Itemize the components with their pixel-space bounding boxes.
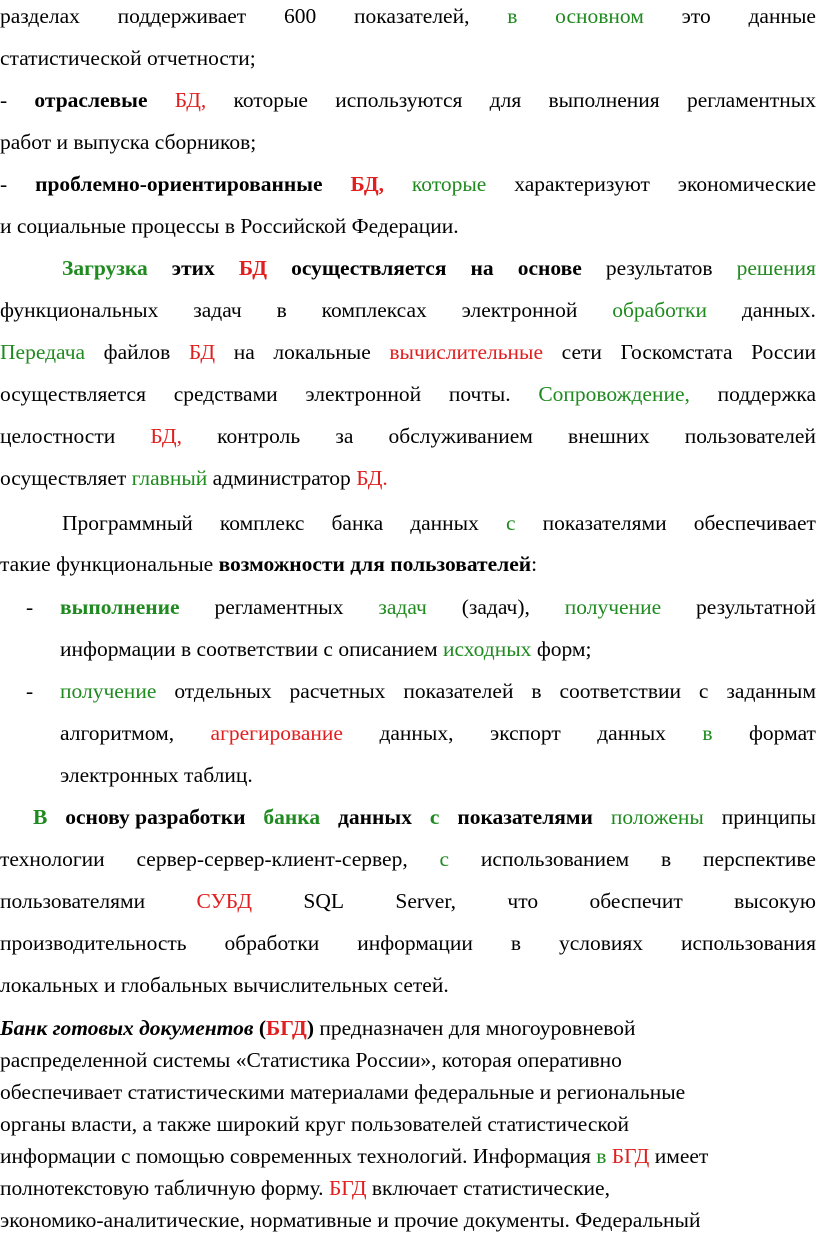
- text-line: [60, 723, 816, 745]
- word: которые: [233, 88, 308, 112]
- word: БД: [188, 340, 216, 364]
- word: данных: [597, 721, 666, 745]
- word: Server,: [395, 889, 457, 913]
- word: Загрузка: [62, 256, 148, 280]
- word: которые: [411, 172, 487, 196]
- text-line: распределенной системы «Статистика России», которая оперативно: [0, 1048, 622, 1072]
- text-line: [0, 6, 816, 28]
- list-bullet: -: [26, 679, 34, 703]
- word: экономические: [677, 172, 816, 196]
- text-line: [62, 513, 816, 535]
- word: с: [429, 805, 440, 829]
- word: контроль: [217, 424, 301, 448]
- word: функциональных: [0, 298, 159, 322]
- word: алгоритмом,: [60, 721, 175, 745]
- word: Сопровождение,: [538, 382, 690, 406]
- word: Госкомстата: [620, 340, 733, 364]
- text-line: такие функциональные возможности для пользователей:: [0, 552, 538, 576]
- word: в: [507, 4, 518, 28]
- text-line: [0, 891, 816, 913]
- text-line: локальных и глобальных вычислительных сетей.: [0, 973, 449, 997]
- word: внешних: [568, 424, 650, 448]
- word: выполнение: [60, 595, 180, 619]
- word: средствами: [173, 382, 278, 406]
- text-line: [0, 384, 816, 406]
- text-line: [0, 300, 816, 322]
- word: с: [439, 847, 450, 871]
- word: технологии: [0, 847, 105, 871]
- word: условиях: [558, 931, 644, 955]
- text-line: органы власти, а также широкий круг пользователей статистической: [0, 1112, 629, 1136]
- word: комплексах: [321, 298, 427, 322]
- dash: -: [0, 88, 8, 112]
- word: получение: [564, 595, 662, 619]
- word: пользователей: [684, 424, 816, 448]
- word: с: [505, 511, 516, 535]
- word: задач: [378, 595, 427, 619]
- word: основу разработки: [65, 805, 246, 829]
- word: основном: [555, 4, 644, 28]
- word: использованием: [480, 847, 630, 871]
- text-line: экономико-аналитические, нормативные и прочие документы. Федеральный: [0, 1208, 701, 1232]
- text-line: [33, 807, 816, 829]
- word: сети: [561, 340, 602, 364]
- text-line: работ и выпуска сборников;: [0, 130, 257, 154]
- text-line: [0, 468, 816, 490]
- word: банка: [263, 805, 321, 829]
- word: обработки: [224, 931, 320, 955]
- text-line: [60, 597, 816, 619]
- word: решения: [736, 256, 816, 280]
- word: поддерживает: [117, 4, 247, 28]
- text-line: статистической отчетности;: [0, 46, 256, 70]
- word: администратор: [212, 466, 351, 490]
- word: БД,: [150, 424, 182, 448]
- word: задач: [193, 298, 242, 322]
- word: обработки: [612, 298, 707, 322]
- word: главный: [131, 466, 208, 490]
- word: расчетных: [289, 679, 386, 703]
- word: целостности: [0, 424, 116, 448]
- word: файлов: [103, 340, 171, 364]
- word: БД,: [174, 88, 207, 112]
- text-line: [60, 681, 816, 703]
- word: в: [510, 931, 521, 955]
- word: регламентных: [686, 88, 816, 112]
- word: БД: [238, 256, 268, 280]
- word: вычислительные: [389, 340, 544, 364]
- word: результатов: [605, 256, 713, 280]
- word: данные: [748, 4, 816, 28]
- word: результатной: [696, 595, 816, 619]
- word: почты.: [448, 382, 511, 406]
- word: перспективе: [702, 847, 816, 871]
- word: России: [751, 340, 816, 364]
- text-line: [0, 342, 816, 364]
- word: получение: [60, 679, 157, 703]
- word: соответствии: [559, 679, 681, 703]
- text-line: [0, 849, 816, 871]
- word: в: [702, 721, 713, 745]
- word: показателями: [457, 805, 593, 829]
- word: заданным: [726, 679, 816, 703]
- word: БД,: [350, 172, 385, 196]
- word: 600: [283, 4, 317, 28]
- word: банка: [331, 511, 384, 535]
- word: БД.: [356, 466, 388, 490]
- word: на: [233, 340, 255, 364]
- word: регламентных: [214, 595, 344, 619]
- word: осуществляется: [0, 382, 146, 406]
- word: разделах: [0, 4, 80, 28]
- word: выполнения: [548, 88, 660, 112]
- word: это: [681, 4, 711, 28]
- word: данных,: [379, 721, 454, 745]
- word: (задач),: [461, 595, 530, 619]
- word: положены: [610, 805, 704, 829]
- word: SQL: [303, 889, 345, 913]
- word: принципы: [721, 805, 816, 829]
- word: данных.: [741, 298, 816, 322]
- word: Программный: [62, 511, 193, 535]
- word: экспорт: [489, 721, 561, 745]
- word: высокую: [734, 889, 816, 913]
- word: осуществляется: [291, 256, 447, 280]
- word: поддержка: [717, 382, 816, 406]
- word: электронной: [305, 382, 422, 406]
- word: В: [33, 805, 48, 829]
- text-line: полнотекстовую табличную форму. БГД включает статистические,: [0, 1176, 610, 1200]
- word: пользователями: [0, 889, 146, 913]
- word: использования: [680, 931, 816, 955]
- text-line: Банк готовых документов (БГД) предназначен для многоуровневой: [0, 1016, 636, 1040]
- word: на: [470, 256, 494, 280]
- word: показателями: [542, 511, 667, 535]
- word: осуществляет: [0, 466, 127, 490]
- text-line: [0, 933, 816, 955]
- word: показателей: [403, 679, 514, 703]
- text-line: обеспечивает статистическими материалами федеральные и региональные: [0, 1080, 686, 1104]
- word: используются: [335, 88, 463, 112]
- word: в: [660, 847, 672, 871]
- word: формат: [749, 721, 816, 745]
- word: обеспечивает: [693, 511, 816, 535]
- text-line: [0, 426, 816, 448]
- word: с: [698, 679, 709, 703]
- word: обеспечит: [589, 889, 683, 913]
- text-line: информации с помощью современных технологий. Информация в БГД имеет: [0, 1144, 709, 1168]
- text-line: и социальные процессы в Российской Федерации.: [0, 214, 459, 238]
- word: данных: [410, 511, 479, 535]
- dash: -: [0, 172, 8, 196]
- word: в: [276, 298, 287, 322]
- word: обслуживанием: [388, 424, 533, 448]
- word: СУБД: [196, 889, 253, 913]
- word: данных: [338, 805, 412, 829]
- word: агрегирование: [210, 721, 343, 745]
- word: для: [489, 88, 522, 112]
- word: электронной: [461, 298, 578, 322]
- word: за: [335, 424, 354, 448]
- word: Передача: [0, 340, 86, 364]
- list-bullet: -: [26, 595, 34, 619]
- text-line: информации в соответствии с описанием исходных форм;: [60, 637, 592, 661]
- text-line: электронных таблиц.: [60, 763, 253, 787]
- word: проблемно-ориентированные: [35, 172, 323, 196]
- word: характеризуют: [514, 172, 650, 196]
- word: что: [507, 889, 539, 913]
- word: в: [531, 679, 542, 703]
- word: основе: [517, 256, 582, 280]
- word: сервер-сервер-клиент-сервер,: [136, 847, 408, 871]
- text-line: [0, 174, 816, 196]
- word: комплекс: [219, 511, 305, 535]
- text-line: [0, 90, 816, 112]
- word: отраслевые: [34, 88, 148, 112]
- text-line: [62, 258, 816, 280]
- word: локальные: [273, 340, 371, 364]
- word: отдельных: [174, 679, 272, 703]
- word: показателей,: [353, 4, 470, 28]
- word: информации: [357, 931, 473, 955]
- word: производительность: [0, 931, 187, 955]
- word: этих: [171, 256, 215, 280]
